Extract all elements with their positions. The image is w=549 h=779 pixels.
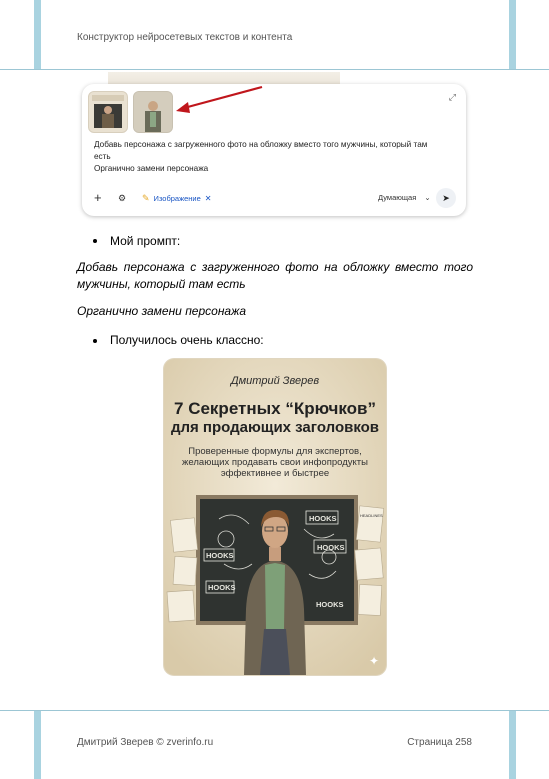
chevron-down-icon: ⌄ (424, 193, 431, 202)
cover-title-2: для продающих заголовков (170, 419, 380, 436)
banana-icon: ✎ (142, 193, 150, 203)
sparkle-icon: ✦ (369, 654, 380, 668)
footer-bar-right (509, 711, 516, 779)
cover-subtitle-3: эффективнее и быстрее (220, 468, 330, 479)
cover-hook-4: HOOKS (208, 583, 236, 592)
cover-subtitle-1: Проверенные формулы для экспертов, (188, 446, 362, 457)
bullet-prompt-label: Мой промпт: (110, 234, 181, 248)
chat-line-2: Органично замени персонажа (94, 164, 209, 173)
image-chip-label: Изображение (153, 194, 201, 203)
footer-copyright: Дмитрий Зверев © zverinfo.ru (77, 737, 214, 748)
model-label: Думающая (378, 193, 417, 202)
cover-hook-5: HOOKS (316, 600, 344, 609)
cover-author: Дмитрий Зверев (230, 375, 320, 387)
header-bar-right (509, 0, 516, 69)
header-divider (0, 69, 549, 70)
quote-prompt-line2: Органично замени персонажа (77, 304, 247, 318)
footer-page-number: Страница 258 (407, 737, 472, 748)
cover-note-headline: HEADLINES (360, 513, 383, 518)
plus-icon[interactable]: + (94, 190, 102, 205)
bullet-dot (93, 239, 97, 243)
cover-hook-3: HOOKS (206, 551, 234, 560)
close-icon[interactable]: ✕ (204, 194, 212, 203)
footer-divider (0, 710, 549, 711)
book-cover-image (164, 359, 386, 675)
cover-hook-1: HOOKS (309, 514, 337, 523)
bullet-dot (93, 339, 97, 343)
thumbnail-photo[interactable] (133, 91, 173, 133)
sketch-strip (108, 72, 340, 84)
chat-prompt-text[interactable] (94, 139, 444, 175)
cover-subtitle-2: желающих продавать свои инфопродукты (182, 457, 368, 468)
expand-icon[interactable]: ⤢ (448, 92, 456, 102)
bullet-result-label: Получилось очень классно: (110, 333, 264, 347)
header-title: Конструктор нейросетевых текстов и контента (77, 32, 293, 43)
thumbnail-cover[interactable] (88, 91, 128, 133)
chat-input-card (82, 84, 466, 216)
chat-line-1: Добавь персонажа с загруженного фото на обложку вместо того мужчины, который там есть (94, 140, 428, 161)
cover-hook-2: HOOKS (317, 543, 345, 552)
header-bar-left (34, 0, 41, 69)
image-tool-chip[interactable] (142, 193, 212, 204)
send-icon[interactable]: ➤ (436, 188, 456, 208)
footer-bar-left (34, 711, 41, 779)
red-arrow (174, 84, 264, 116)
quote-prompt-line1: Добавь персонажа с загруженного фото на обложку вместо того мужчины, который там есть (77, 260, 473, 291)
tune-icon[interactable]: ⚙ (118, 193, 127, 203)
model-selector[interactable] (378, 193, 431, 202)
cover-title-1: 7 Секретных “Крючков” (174, 399, 376, 418)
